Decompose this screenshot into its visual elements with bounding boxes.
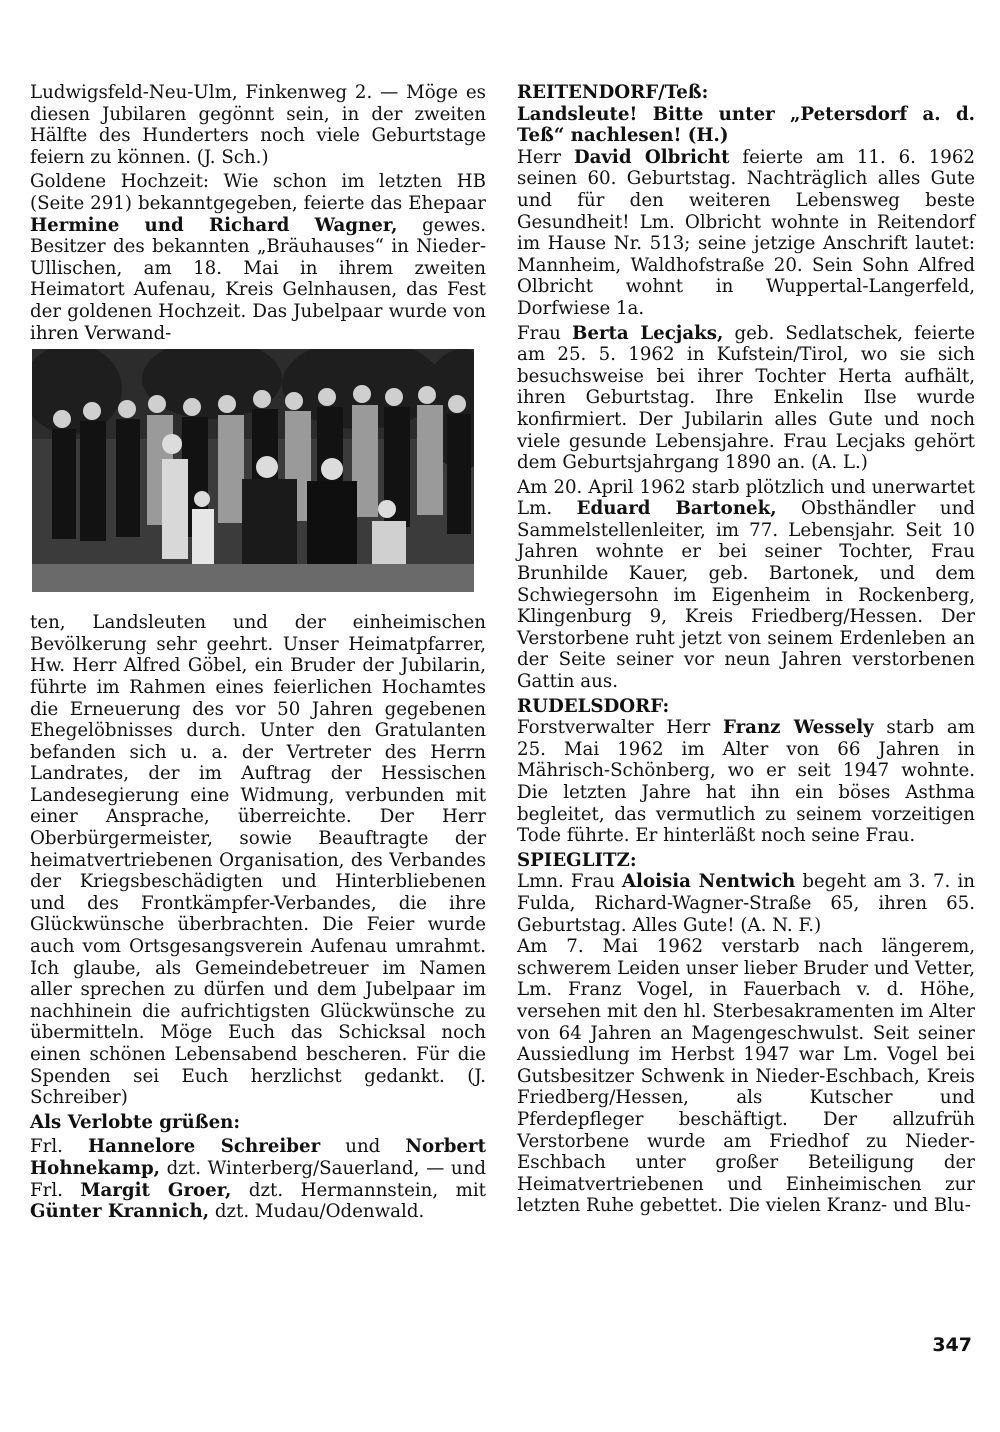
paragraph-nentwich — [517, 871, 975, 936]
text-run: Frl. — [30, 1136, 88, 1158]
paragraph-engaged — [30, 1136, 486, 1222]
paragraph-celebration: ten, Landsleuten und der einheimischen Bevölkerung sehr geehrt. Unser Heimatpfarrer, Hw. Herr Alfred Göbel, ein Bruder der Jubilarin, führte im Rahmen eines feierlichen Hochamtes die Erneuerung des vor 50 Jahren gegebenen Ehegelöbnisses durch. Unter den Gratulanten befanden sich u. a. der Vertreter des Herrn Landrates, der im Auftrag der Hessischen Landesegierung eine Widmung, verbunden mit einer Ansprache, überreichte. Der Herr Oberbürgermeister, sowie Beauftragte der heimatvertriebenen Organisation, des Verbandes der Kriegsbeschädigten und Hinterbliebenen und des Frontkämpfer-Verbandes, die ihre Glückwünsche überbrachten. Die Feier wurde auch vom Ortsgesangsverein Aufenau umrahmt. Ich glaube, als Gemeindebetreuer im Namen aller sprechen zu dürfen und dem Jubelpaar im nachhinein die aufrichtigsten Glückwünsche zu übermitteln. Möge Euch das Schicksal noch einen schönen Lebensabend bescheren. Für die Spenden sei Euch herzlichst gedankt. (J. Schreiber) — [30, 612, 486, 1109]
paragraph-vogel: Am 7. Mai 1962 verstarb nach längerem, schwerem Leiden unser lieber Bruder und Vetter, Lm. Franz Vogel, in Fauerbach v. d. Höhe, versehen mit den hl. Sterbesakramenten im Alter von 64 Jahren an Magengeschwulst. Seit seiner Aussiedlung im Herbst 1947 war Lm. Vogel bei Gutsbesitzer Schwenk in Nieder-Eschbach, Kreis Friedberg/Hessen, als Kutscher und Pferdepfleger beschäftigt. Der allzufrüh Verstorbene wurde am Friedhof zu Nieder-Eschbach unter großer Beteiligung der Heimatvertriebenen und Einheimischen zur letzten Ruhe gebettet. Die vielen Kranz- und Blu- — [517, 936, 975, 1217]
paragraph-ludwigsfeld: Ludwigsfeld-Neu-Ulm, Finkenweg 2. — Möge es diesen Jubilaren gegönnt sein, in der zweiten Hälfte des Hunderters noch viele Geburtstage feiern zu können. (J. Sch.) — [30, 82, 486, 168]
text-run: Obsthändler und Sammelstellenleiter, im 77. Lebensjahr. Seit 10 Jahren wohnte er bei seiner Tochter, Frau Brunhilde Kauer, geb. Bartonek, und dem Schwiegersohn im Eigenheim in Rockenberg, Klingenburg 9, Kreis Friedberg/Hessen. Der Verstorbene ruht jetzt von seinem Erdenleben an der Seite seiner vor neun Jahren verstorbenen Gattin aus. — [517, 498, 975, 693]
text-run: Am 20. April 1962 starb plötzlich und unerwartet Lm. — [517, 476, 975, 520]
text-run: Goldene Hochzeit: Wie schon im letzten HB (Seite 291) bekanntgegeben, feierte das Ehepaar — [30, 171, 486, 214]
paragraph-olbricht — [517, 147, 975, 320]
text-run: und — [320, 1136, 406, 1158]
text-run: Herr — [517, 146, 574, 168]
text-run: starb am 25. Mai 1962 im Alter von 66 Jahren in Mährisch-Schönberg, wo er seit 1947 wohnte. Die letzten Jahre hat ihn ein böses Asthma begleitet, das vermutlich zu seinem vorzeitigen Tode führte. Er hinterläßt noch seine Frau. — [517, 717, 975, 847]
name-krannich: Günter Krannich, — [30, 1201, 210, 1223]
left-column — [30, 82, 486, 1223]
text-run: Forstverwalter Herr — [517, 717, 723, 739]
name-wagner: Hermine und Richard Wagner, — [30, 214, 398, 236]
name-groer: Margit Groer, — [80, 1179, 232, 1201]
paragraph-wessely — [517, 717, 975, 847]
heading-spieglitz: SPIEGLITZ: — [517, 849, 637, 871]
name-olbricht: David Olbricht — [573, 146, 730, 168]
text-run: begeht am 3. 7. in Fulda, Richard-Wagner-Straße 65, ihren 65. Geburtstag. Alles Gute! (A. N. F.) — [517, 871, 975, 936]
right-column — [517, 82, 975, 1217]
group-photo-illustration — [32, 349, 474, 592]
text-run: Lmn. Frau — [517, 871, 622, 893]
text-run: feierte am 11. 6. 1962 seinen 60. Geburtstag. Nachträglich alles Gute und für den weiteren Lebensweg beste Gesundheit! Lm. Olbricht wohnte in Reitendorf im Hause Nr. 513; seine jetzige Anschrift lautet: Mannheim, Waldhofstraße 20. Sein Sohn Alfred Olbricht wohnt in Wuppertal-Langerfeld, Dorfwiese 1a. — [517, 146, 975, 319]
heading-verlobte: Als Verlobte grüßen: — [30, 1111, 241, 1133]
name-bartonek: Eduard Bartonek, — [576, 498, 777, 520]
page-number: 347 — [932, 1334, 972, 1356]
name-nentwich: Aloisia Nentwich — [621, 871, 796, 893]
text-run: dzt. Winterberg/Sauerland, — und Frl. — [30, 1157, 486, 1201]
paragraph-bartonek — [517, 477, 975, 693]
name-hohnekamp: Norbert Hohnekamp, — [30, 1136, 486, 1179]
heading-reitendorf: REITENDORF/Teß: — [517, 82, 709, 103]
name-lecjaks: Berta Lecjaks, — [572, 322, 724, 344]
subheading-reitendorf: Landsleute! Bitte unter „Petersdorf a. d. Teß“ nachlesen! (H.) — [517, 103, 975, 147]
paragraph-golden-wedding — [30, 171, 486, 344]
group-photo — [32, 349, 474, 592]
text-run: gewes. Besitzer des bekannten „Bräuhauses“ in Nieder-Ullischen, am 18. Mai in ihrem zweiten Heimatort Aufenau, Kreis Gelnhausen, das Fest der goldenen Hochzeit. Das Jubelpaar wurde von ihren Verwand- — [30, 214, 486, 344]
heading-rudelsdorf: RUDELSDORF: — [517, 695, 670, 717]
name-wessely: Franz Wessely — [722, 717, 874, 739]
paragraph-lecjaks — [517, 323, 975, 474]
name-schreiber: Hannelore Schreiber — [87, 1136, 321, 1158]
text-run: Frau — [517, 322, 572, 344]
text-run: geb. Sedlatschek, feierte am 25. 5. 1962 in Kufstein/Tirol, wo sie sich besuchsweise bei ihrer Tochter Herta aufhält, ihren Geburtstag. Ihre Enkelin Ilse wurde konfirmiert. Der Jubilarin alles Gute und noch viele gesunde Lebensjahre. Frau Lecjaks gehört dem Geburtsjahrgang 1890 an. (A. L.) — [517, 322, 976, 474]
text-run: dzt. Mudau/Odenwald. — [209, 1201, 425, 1223]
text-run: dzt. Hermannstein, mit — [231, 1179, 486, 1201]
